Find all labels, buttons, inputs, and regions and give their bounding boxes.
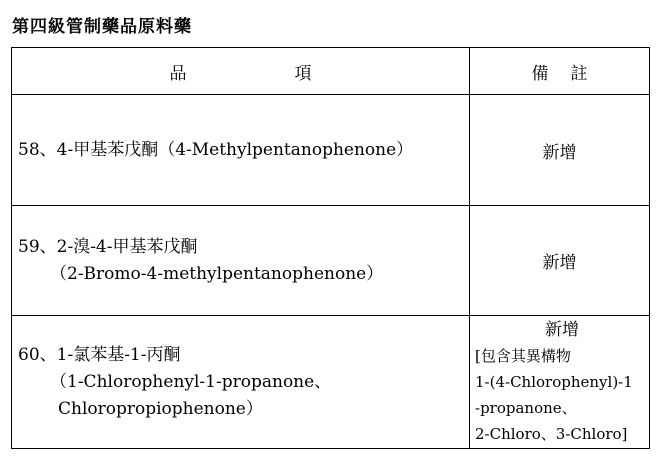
- note-detail-line: -propanone、: [475, 399, 577, 417]
- drug-name-line: 60、1-氯苯基-1-丙酮: [18, 344, 181, 365]
- note-detail-line: 2-Chloro、3-Chloro]: [475, 425, 628, 443]
- note-detail-line: [包含其異構物: [475, 347, 571, 365]
- note-detail-line: 1-(4-Chlorophenyl)-1: [475, 373, 633, 391]
- drug-name-line: 58、4-甲基苯戊酮（4-Methylpentanophenone）: [18, 139, 414, 160]
- note-cell: 新增: [470, 95, 650, 206]
- table-row: [12, 206, 650, 316]
- note-cell: 新增: [470, 206, 650, 316]
- column-header-item: [12, 48, 470, 95]
- drug-name-line: （2-Bromo-4-methylpentanophenone）: [50, 263, 384, 284]
- controlled-drug-table: [11, 47, 650, 449]
- page-title: 第四級管制藥品原料藥: [12, 17, 192, 37]
- column-header-item-char-1: 品: [169, 63, 187, 84]
- table-row: [12, 95, 650, 206]
- table-row: [12, 316, 650, 449]
- note-cell: [470, 316, 650, 449]
- column-header-item-char-2: 項: [294, 63, 312, 84]
- drug-name-line: （1-Chlorophenyl-1-propanone、: [50, 371, 332, 392]
- note-status: 新增: [545, 320, 579, 340]
- drug-name-line: 59、2-溴-4-甲基苯戊酮: [18, 236, 198, 257]
- table-header-row: [12, 48, 650, 95]
- column-header-note: [470, 48, 650, 95]
- drug-name-cell: [12, 316, 470, 449]
- drug-name-cell: [12, 95, 470, 206]
- column-header-note-char-2: 註: [570, 63, 588, 84]
- drug-name-cell: [12, 206, 470, 316]
- column-header-note-char-1: 備: [531, 63, 549, 84]
- drug-name-line: Chloropropiophenone）: [58, 398, 263, 419]
